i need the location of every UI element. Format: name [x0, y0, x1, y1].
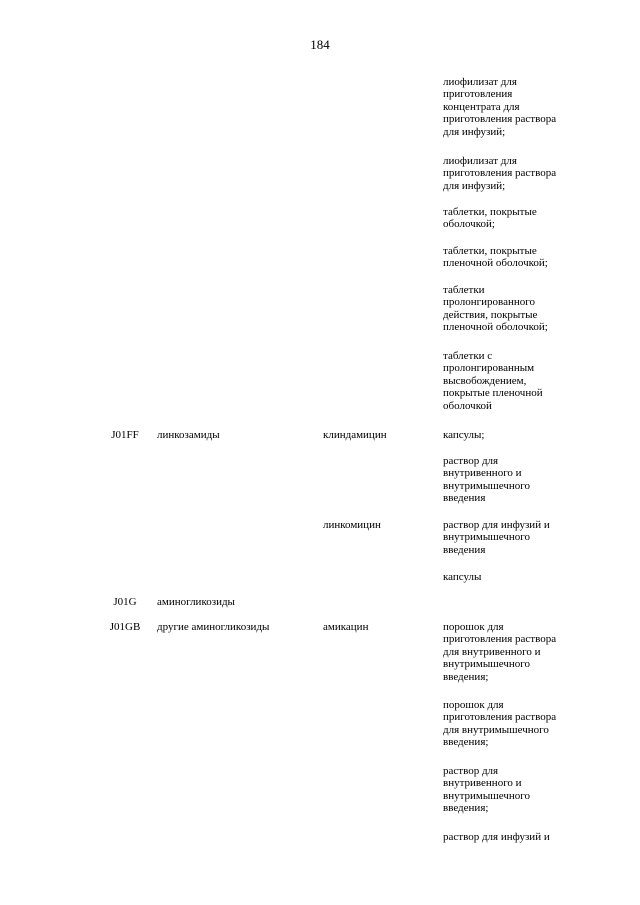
dosage-form: раствор для инфузий и: [443, 831, 550, 843]
dosage-form: таблетки с пролонгированным высвобождением, покрытые пленочной оболочкой: [443, 350, 543, 412]
dosage-form: таблетки пролонгированного действия, покрытые пленочной оболочкой;: [443, 284, 548, 334]
dosage-form: раствор для внутривенного и внутримышечного введения;: [443, 765, 530, 815]
dosage-form: капсулы;: [443, 429, 485, 441]
dosage-form: лиофилизат для приготовления концентрата для приготовления раствора для инфузий;: [443, 76, 557, 138]
dosage-form: таблетки, покрытые оболочкой;: [443, 206, 537, 231]
atc-group-name: линкозамиды: [157, 429, 220, 441]
dosage-form: капсулы: [443, 571, 482, 583]
drug-name: клиндамицин: [323, 429, 387, 441]
dosage-form: таблетки, покрытые пленочной оболочкой;: [443, 245, 548, 270]
drug-name: линкомицин: [323, 519, 381, 531]
drug-name: амикацин: [323, 621, 369, 633]
dosage-form: порошок для приготовления раствора для внутримышечного введения;: [443, 699, 557, 749]
atc-code: J01G: [113, 596, 137, 608]
dosage-form: раствор для внутривенного и внутримышечного введения: [443, 455, 530, 505]
atc-code: J01GB: [109, 621, 141, 633]
atc-group-name: аминогликозиды: [157, 596, 235, 608]
dosage-form: лиофилизат для приготовления раствора для инфузий;: [443, 155, 557, 192]
dosage-form: порошок для приготовления раствора для внутривенного и внутримышечного введения;: [443, 621, 557, 683]
dosage-form: раствор для инфузий и внутримышечного введения: [443, 519, 550, 556]
page-number: 184: [310, 37, 330, 52]
atc-code: J01FF: [111, 429, 139, 441]
atc-group-name: другие аминогликозиды: [157, 621, 270, 633]
